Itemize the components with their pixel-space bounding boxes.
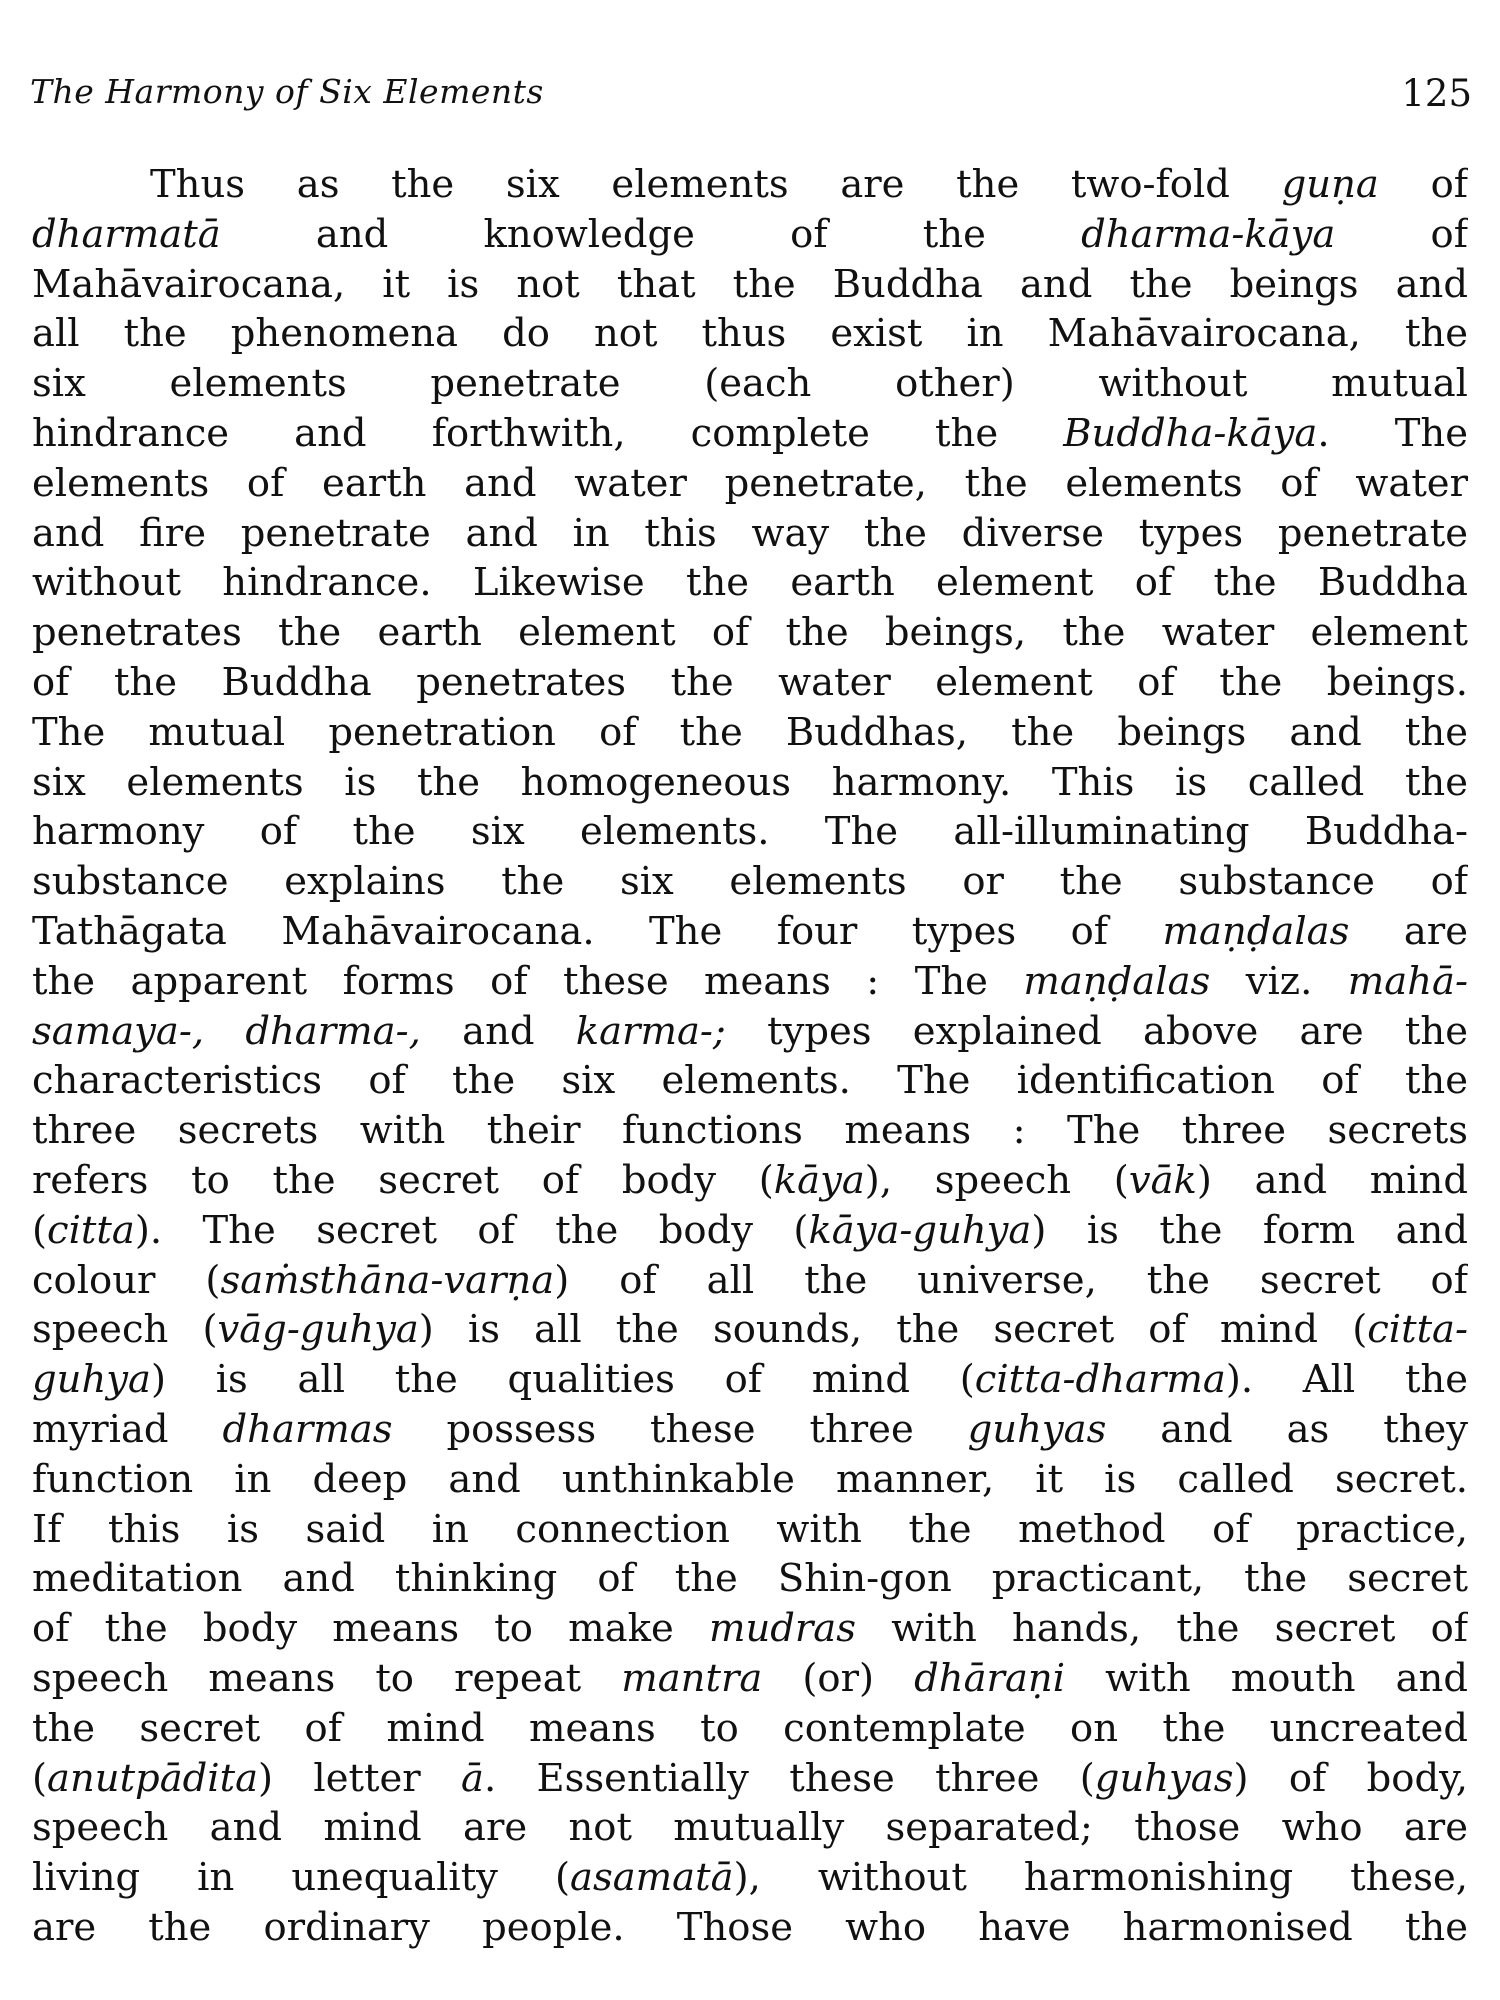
text-line — [32, 1554, 1468, 1604]
text-line — [32, 1305, 1468, 1355]
text-line — [32, 1206, 1468, 1256]
text-line — [32, 907, 1468, 957]
text-segment: myriad — [32, 1406, 223, 1452]
text-segment: characteristics of the six elements. The identification of the — [32, 1058, 1468, 1104]
text-segment: of — [1378, 162, 1468, 207]
text-segment: ). The secret of the body ( — [134, 1207, 809, 1253]
text-segment: penetrates the earth element of the beings, the water element — [32, 610, 1468, 656]
text-segment: the secret of mind means to contemplate on the uncreated — [32, 1705, 1468, 1751]
text-line — [32, 1405, 1468, 1455]
text-segment: ) and mind — [1196, 1157, 1468, 1203]
text-segment: harmony of the six elements. The all-illuminating Buddha- — [32, 809, 1468, 855]
text-segment: refers to the secret of body ( — [32, 1157, 774, 1203]
text-segment: substance explains the six elements or the substance of — [32, 859, 1468, 905]
italic-term: mahā- — [1347, 958, 1468, 1004]
italic-term: citta — [47, 1207, 135, 1253]
text-line — [32, 857, 1468, 907]
text-line — [32, 807, 1468, 857]
text-line — [32, 1355, 1468, 1405]
text-segment: with mouth and — [1065, 1655, 1468, 1701]
text-line — [32, 1654, 1468, 1704]
text-segment: speech and mind are not mutually separated; those who are — [32, 1805, 1468, 1851]
text-segment: (or) — [762, 1655, 915, 1701]
running-head — [30, 72, 1472, 122]
body-paragraph — [32, 160, 1468, 1953]
italic-term: asamatā — [570, 1855, 734, 1901]
text-segment: ( — [32, 1207, 48, 1253]
text-line — [32, 558, 1468, 608]
text-segment: of — [1335, 211, 1468, 257]
text-line — [32, 359, 1468, 409]
italic-term: Buddha-kāya — [1063, 410, 1318, 456]
text-segment: If this is said in connection with the method of practice, — [32, 1506, 1468, 1552]
text-segment: are the ordinary people. Those who have harmonised the — [32, 1904, 1468, 1950]
text-segment: ), speech ( — [864, 1157, 1129, 1203]
text-segment: . Essentially these three ( — [483, 1755, 1095, 1801]
italic-term: guṇa — [1281, 162, 1379, 207]
text-segment: viz. — [1210, 958, 1348, 1004]
text-line — [32, 309, 1468, 359]
text-segment: are — [1349, 908, 1468, 954]
italic-term: ā — [461, 1755, 484, 1801]
text-segment: the apparent forms of these means : The — [32, 958, 1024, 1004]
italic-term: citta- — [1367, 1307, 1468, 1353]
chapter-title: The Harmony of Six Elements — [30, 72, 544, 111]
text-line — [32, 1803, 1468, 1853]
text-line — [32, 1704, 1468, 1754]
text-segment: ) letter — [258, 1755, 461, 1801]
text-segment: ) of all the universe, the secret of — [554, 1257, 1468, 1303]
text-segment: Tathāgata Mahāvairocana. The four types of — [32, 908, 1163, 954]
text-line — [32, 1156, 1468, 1206]
italic-term: samaya-, dharma-, — [32, 1008, 421, 1054]
text-line — [32, 210, 1468, 260]
italic-term: saṁsthāna-varṇa — [220, 1257, 555, 1303]
text-segment: ) of body, — [1233, 1755, 1468, 1801]
text-segment: of the body means to make — [32, 1606, 709, 1652]
text-segment: ), without harmonishing these, — [733, 1855, 1468, 1901]
italic-term: dharmatā — [32, 211, 221, 257]
text-segment: three secrets with their functions means : The three secrets — [32, 1108, 1468, 1154]
text-line — [32, 409, 1468, 459]
text-segment: and — [420, 1008, 576, 1054]
text-line — [32, 608, 1468, 658]
text-line — [32, 1256, 1468, 1306]
italic-term: kāya-guhya — [808, 1207, 1032, 1253]
text-segment: living in unequality ( — [32, 1855, 570, 1901]
page-number: 125 — [1401, 72, 1472, 115]
text-segment: ) is the form and — [1031, 1207, 1468, 1253]
text-segment: Mahāvairocana, it is not that the Buddha and the beings and — [32, 261, 1468, 307]
italic-term: mudras — [708, 1606, 857, 1652]
text-line — [32, 957, 1468, 1007]
text-segment: six elements penetrate (each other) without mutual — [32, 361, 1468, 407]
text-segment: types explained above are the — [725, 1008, 1468, 1054]
italic-term: vāg-guhya — [217, 1307, 419, 1353]
text-line — [32, 1106, 1468, 1156]
text-segment: function in deep and unthinkable manner, it is called secret. — [32, 1456, 1468, 1502]
italic-term: mantra — [621, 1655, 763, 1701]
italic-term: maṇḍalas — [1162, 908, 1350, 954]
text-segment: all the phenomena do not thus exist in Mahāvairocana, the — [32, 311, 1468, 357]
italic-term: dharma-kāya — [1081, 211, 1336, 257]
text-line — [32, 1853, 1468, 1903]
text-segment: six elements is the homogeneous harmony. This is called the — [32, 759, 1468, 805]
text-segment: elements of earth and water penetrate, the elements of water — [32, 460, 1468, 506]
text-line — [32, 509, 1468, 559]
italic-term: kāya — [773, 1157, 865, 1203]
text-segment: possess these three — [392, 1406, 968, 1452]
italic-term: guhyas — [1094, 1755, 1234, 1801]
text-segment: of the Buddha penetrates the water element of the beings. — [32, 659, 1468, 705]
italic-term: citta-dharma — [974, 1357, 1226, 1403]
text-segment: and knowledge of the — [220, 211, 1082, 257]
text-segment: ) is all the sounds, the secret of mind ( — [418, 1307, 1368, 1353]
text-line — [32, 1007, 1468, 1057]
text-line — [32, 1056, 1468, 1106]
italic-term: guhya — [32, 1357, 151, 1403]
text-segment: meditation and thinking of the Shin-gon practicant, the secret — [32, 1556, 1468, 1602]
text-line — [32, 260, 1468, 310]
text-segment: ). All the — [1225, 1357, 1468, 1403]
text-line — [32, 658, 1468, 708]
text-segment: Thus as the six elements are the two-fold — [150, 162, 1282, 207]
text-segment: speech means to repeat — [32, 1655, 622, 1701]
text-segment: ( — [32, 1755, 48, 1801]
italic-term: dharmas — [222, 1406, 393, 1452]
italic-term: maṇḍalas — [1023, 958, 1211, 1004]
text-line — [32, 758, 1468, 808]
text-segment: with hands, the secret of — [856, 1606, 1468, 1652]
text-segment: without hindrance. Likewise the earth element of the Buddha — [32, 560, 1468, 606]
text-segment: speech ( — [32, 1307, 218, 1353]
text-line — [32, 1455, 1468, 1505]
text-line — [32, 1505, 1468, 1555]
italic-term: dhāraṇi — [914, 1655, 1066, 1701]
text-line — [32, 708, 1468, 758]
text-segment: colour ( — [32, 1257, 221, 1303]
text-line — [32, 1903, 1468, 1953]
italic-term: karma-; — [575, 1008, 726, 1054]
text-segment: hindrance and forthwith, complete the — [32, 410, 1064, 456]
text-segment: and as they — [1106, 1406, 1468, 1452]
text-line — [32, 1604, 1468, 1654]
text-segment: . The — [1317, 410, 1468, 456]
italic-term: vāk — [1128, 1157, 1197, 1203]
text-line — [32, 160, 1468, 210]
italic-term: guhyas — [967, 1406, 1107, 1452]
text-segment: and fire penetrate and in this way the diverse types penetrate — [32, 510, 1468, 556]
text-segment: ) is all the qualities of mind ( — [150, 1357, 975, 1403]
text-line — [32, 1754, 1468, 1804]
text-line — [32, 459, 1468, 509]
italic-term: anutpādita — [47, 1755, 259, 1801]
text-segment: The mutual penetration of the Buddhas, the beings and the — [32, 709, 1468, 755]
